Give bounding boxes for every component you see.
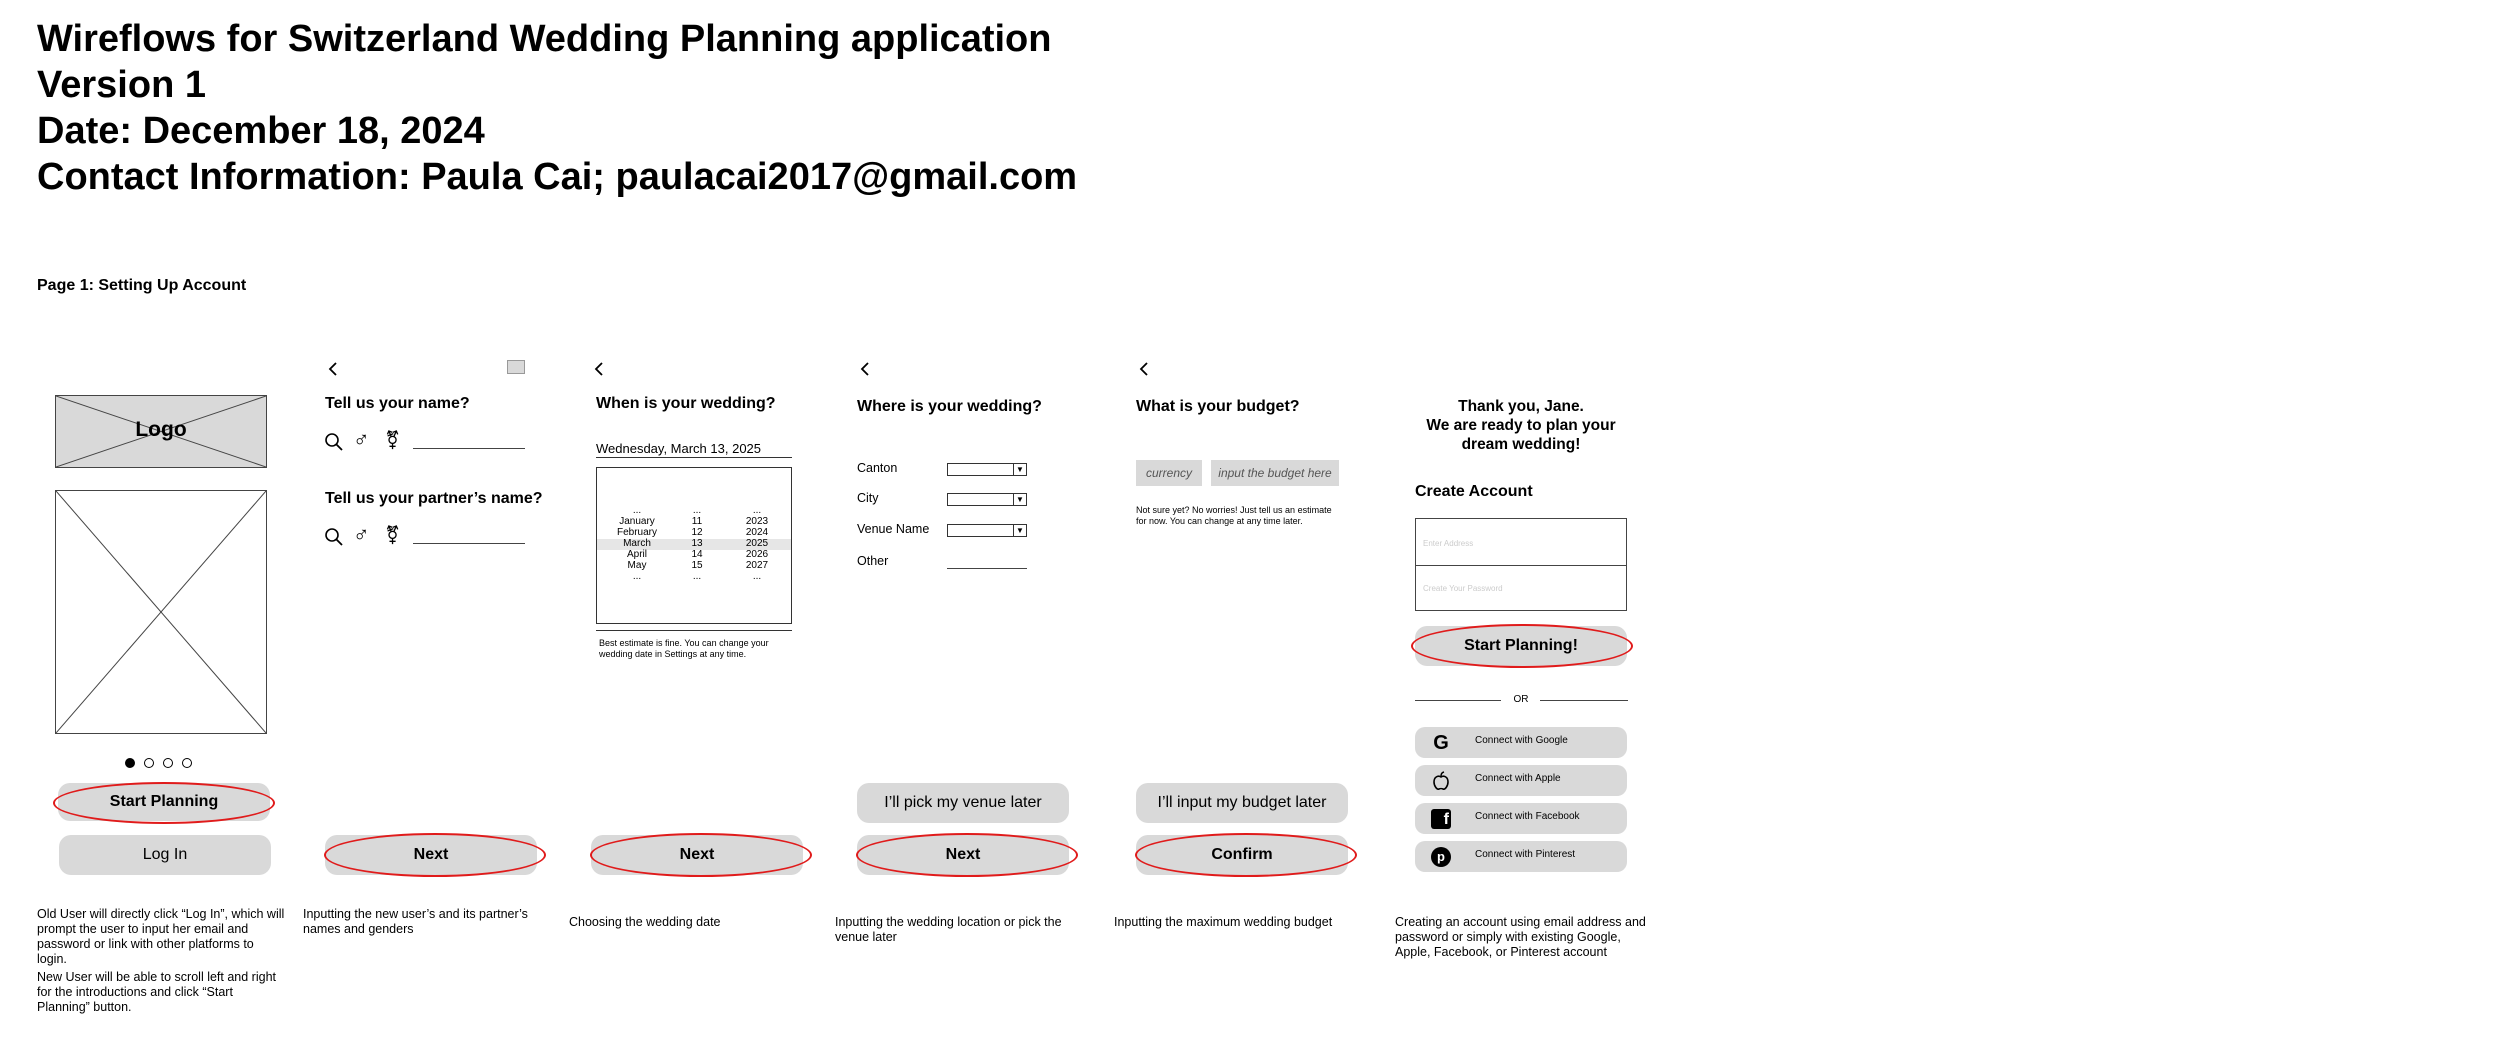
dropdown-arrow-icon: ▼ <box>1013 494 1026 505</box>
month-option[interactable]: January <box>619 516 655 527</box>
screen-welcome <box>37 355 289 890</box>
year-option[interactable]: 2027 <box>745 560 769 571</box>
male-gender-icon[interactable]: ♂ <box>353 427 370 452</box>
connect-google-label: Connect with Google <box>1475 735 1568 746</box>
google-icon: G <box>1433 732 1449 754</box>
budget-input[interactable]: input the budget here <box>1211 460 1339 486</box>
other-input[interactable] <box>947 568 1027 569</box>
connect-apple-label: Connect with Apple <box>1475 773 1561 784</box>
description-create-account: Creating an account using email address and password or simply with existing Google, Apple, Facebook, or Pinterest account <box>1395 915 1646 959</box>
selected-date: Wednesday, March 13, 2025 <box>596 441 762 456</box>
day-column[interactable] <box>677 505 717 582</box>
date-picker[interactable] <box>596 467 792 624</box>
or-divider-right <box>1540 700 1628 701</box>
thank-you-message <box>1395 397 1647 454</box>
date-line: Date: December 18, 2024 <box>37 110 485 152</box>
facebook-icon: f <box>1431 809 1451 829</box>
login-button[interactable]: Log In <box>59 835 271 875</box>
city-dropdown[interactable] <box>947 493 1027 506</box>
month-option[interactable]: March <box>623 538 651 549</box>
connect-facebook-label: Connect with Facebook <box>1475 811 1580 822</box>
next-button[interactable]: Next <box>325 835 537 875</box>
logo-text: Logo <box>135 418 187 441</box>
connect-google-button[interactable] <box>1415 727 1627 758</box>
version-line: Version 1 <box>37 64 206 106</box>
year-option[interactable]: 2023 <box>745 516 769 527</box>
start-planning-submit-button[interactable]: Start Planning! <box>1415 626 1627 666</box>
connect-apple-button[interactable] <box>1415 765 1627 796</box>
document-title: Wireflows for Switzerland Wedding Planning application <box>37 18 1052 60</box>
year-option[interactable]: ... <box>752 571 762 582</box>
create-account-heading: Create Account <box>1415 483 1533 500</box>
year-option[interactable]: 2025 <box>745 538 769 549</box>
dot-icon[interactable] <box>144 758 154 768</box>
carousel-dots[interactable] <box>125 758 205 770</box>
dot-active-icon[interactable] <box>125 758 135 768</box>
thanks-line: Thank you, Jane. <box>1458 398 1584 415</box>
location-question: Where is your wedding? <box>857 398 1042 415</box>
thanks-line: dream wedding! <box>1461 436 1581 453</box>
screen-create-account <box>1395 355 1647 890</box>
logo-placeholder <box>55 395 267 468</box>
dropdown-arrow-icon: ▼ <box>1013 464 1026 475</box>
highlight-ring <box>856 833 1078 877</box>
highlight-ring <box>590 833 812 877</box>
input-budget-later-button[interactable]: I’ll input my budget later <box>1136 783 1348 823</box>
day-option[interactable]: 15 <box>691 560 703 571</box>
contact-line: Contact Information: Paula Cai; paulacai2017@gmail.com <box>37 156 1078 198</box>
connect-pinterest-button[interactable] <box>1415 841 1627 872</box>
budget-hint: Not sure yet? No worries! Just tell us an estimate for now. You can change at any time later. <box>1136 505 1332 526</box>
screen-location <box>835 355 1087 890</box>
day-option[interactable]: 13 <box>691 538 703 549</box>
canton-dropdown[interactable] <box>947 463 1027 476</box>
page-label: Page 1: Setting Up Account <box>37 277 247 294</box>
description-names: Inputting the new user’s and its partner’s names and genders <box>303 907 528 936</box>
day-option[interactable]: ... <box>692 571 702 582</box>
description-welcome-2: New User will be able to scroll left and right for the introductions and click “Start Planning” button. <box>37 970 276 1014</box>
connect-facebook-button[interactable] <box>1415 803 1627 834</box>
partner-name-input[interactable] <box>413 543 525 544</box>
next-button[interactable]: Next <box>857 835 1069 875</box>
highlight-ring <box>1411 624 1633 668</box>
or-label: OR <box>1513 694 1529 705</box>
confirm-button[interactable]: Confirm <box>1136 835 1348 875</box>
description-date: Choosing the wedding date <box>569 915 721 929</box>
year-option[interactable]: 2026 <box>745 549 769 560</box>
email-field[interactable] <box>1415 518 1627 566</box>
description-welcome: Old User will directly click “Log In”, which will prompt the user to input her email and password or link with other platforms to login. <box>37 907 285 966</box>
dot-icon[interactable] <box>163 758 173 768</box>
back-chevron-icon[interactable] <box>1136 360 1154 378</box>
or-divider-left <box>1415 700 1501 701</box>
name-input[interactable] <box>413 448 525 449</box>
screen-names <box>303 355 555 890</box>
back-chevron-icon[interactable] <box>325 360 343 378</box>
venue-dropdown[interactable] <box>947 524 1027 537</box>
date-underline <box>596 457 792 458</box>
day-option[interactable]: ... <box>692 505 702 516</box>
hint-divider <box>596 630 792 631</box>
name-question: Tell us your name? <box>325 395 470 412</box>
screen-budget <box>1114 355 1366 890</box>
dropdown-arrow-icon: ▼ <box>1013 525 1026 536</box>
highlight-ring <box>324 833 546 877</box>
apple-icon <box>1431 771 1451 791</box>
screen-date <box>569 355 821 890</box>
search-icon[interactable] <box>324 527 344 547</box>
year-column[interactable] <box>737 505 777 582</box>
thanks-line: We are ready to plan your <box>1426 417 1616 434</box>
month-option[interactable]: ... <box>632 571 642 582</box>
canton-label: Canton <box>857 461 898 475</box>
month-option[interactable]: April <box>626 549 647 560</box>
male-gender-icon[interactable]: ♂ <box>353 522 370 547</box>
year-option[interactable]: ... <box>752 505 762 516</box>
email-placeholder: Enter Address <box>1423 539 1474 548</box>
year-option[interactable]: 2024 <box>745 527 769 538</box>
search-icon[interactable] <box>324 432 344 452</box>
nonbinary-gender-icon[interactable]: ⚧ <box>385 525 401 545</box>
highlight-ring <box>53 782 275 824</box>
password-field[interactable] <box>1415 564 1627 611</box>
dot-icon[interactable] <box>182 758 192 768</box>
month-option[interactable]: February <box>616 527 657 538</box>
month-column[interactable] <box>607 505 667 582</box>
month-option[interactable]: ... <box>632 505 642 516</box>
pick-venue-later-button[interactable]: I’ll pick my venue later <box>857 783 1069 823</box>
city-label: City <box>857 491 879 505</box>
date-question: When is your wedding? <box>596 395 776 412</box>
day-option[interactable]: 12 <box>691 527 703 538</box>
back-chevron-icon[interactable] <box>591 360 609 378</box>
back-chevron-icon[interactable] <box>857 360 875 378</box>
description-budget: Inputting the maximum wedding budget <box>1114 915 1333 929</box>
partner-name-question: Tell us your partner’s name? <box>325 490 543 507</box>
menu-icon[interactable] <box>507 360 525 374</box>
intro-image-placeholder[interactable] <box>55 490 267 734</box>
password-placeholder: Create Your Password <box>1423 584 1503 593</box>
currency-input[interactable]: currency <box>1136 460 1202 486</box>
month-option[interactable]: May <box>627 560 647 571</box>
next-button[interactable]: Next <box>591 835 803 875</box>
nonbinary-gender-icon[interactable]: ⚧ <box>385 430 401 450</box>
connect-pinterest-label: Connect with Pinterest <box>1475 849 1576 860</box>
day-option[interactable]: 11 <box>691 516 703 527</box>
date-hint: Best estimate is fine. You can change your wedding date in Settings at any time. <box>599 638 769 659</box>
pinterest-icon: p <box>1431 847 1451 867</box>
start-planning-button[interactable]: Start Planning <box>58 783 270 821</box>
day-option[interactable]: 14 <box>691 549 703 560</box>
description-location: Inputting the wedding location or pick the venue later <box>835 915 1062 944</box>
other-label: Other <box>857 554 889 568</box>
highlight-ring <box>1135 833 1357 877</box>
budget-question: What is your budget? <box>1136 398 1300 415</box>
venue-label: Venue Name <box>857 522 930 536</box>
image-cross-icon <box>56 491 266 733</box>
